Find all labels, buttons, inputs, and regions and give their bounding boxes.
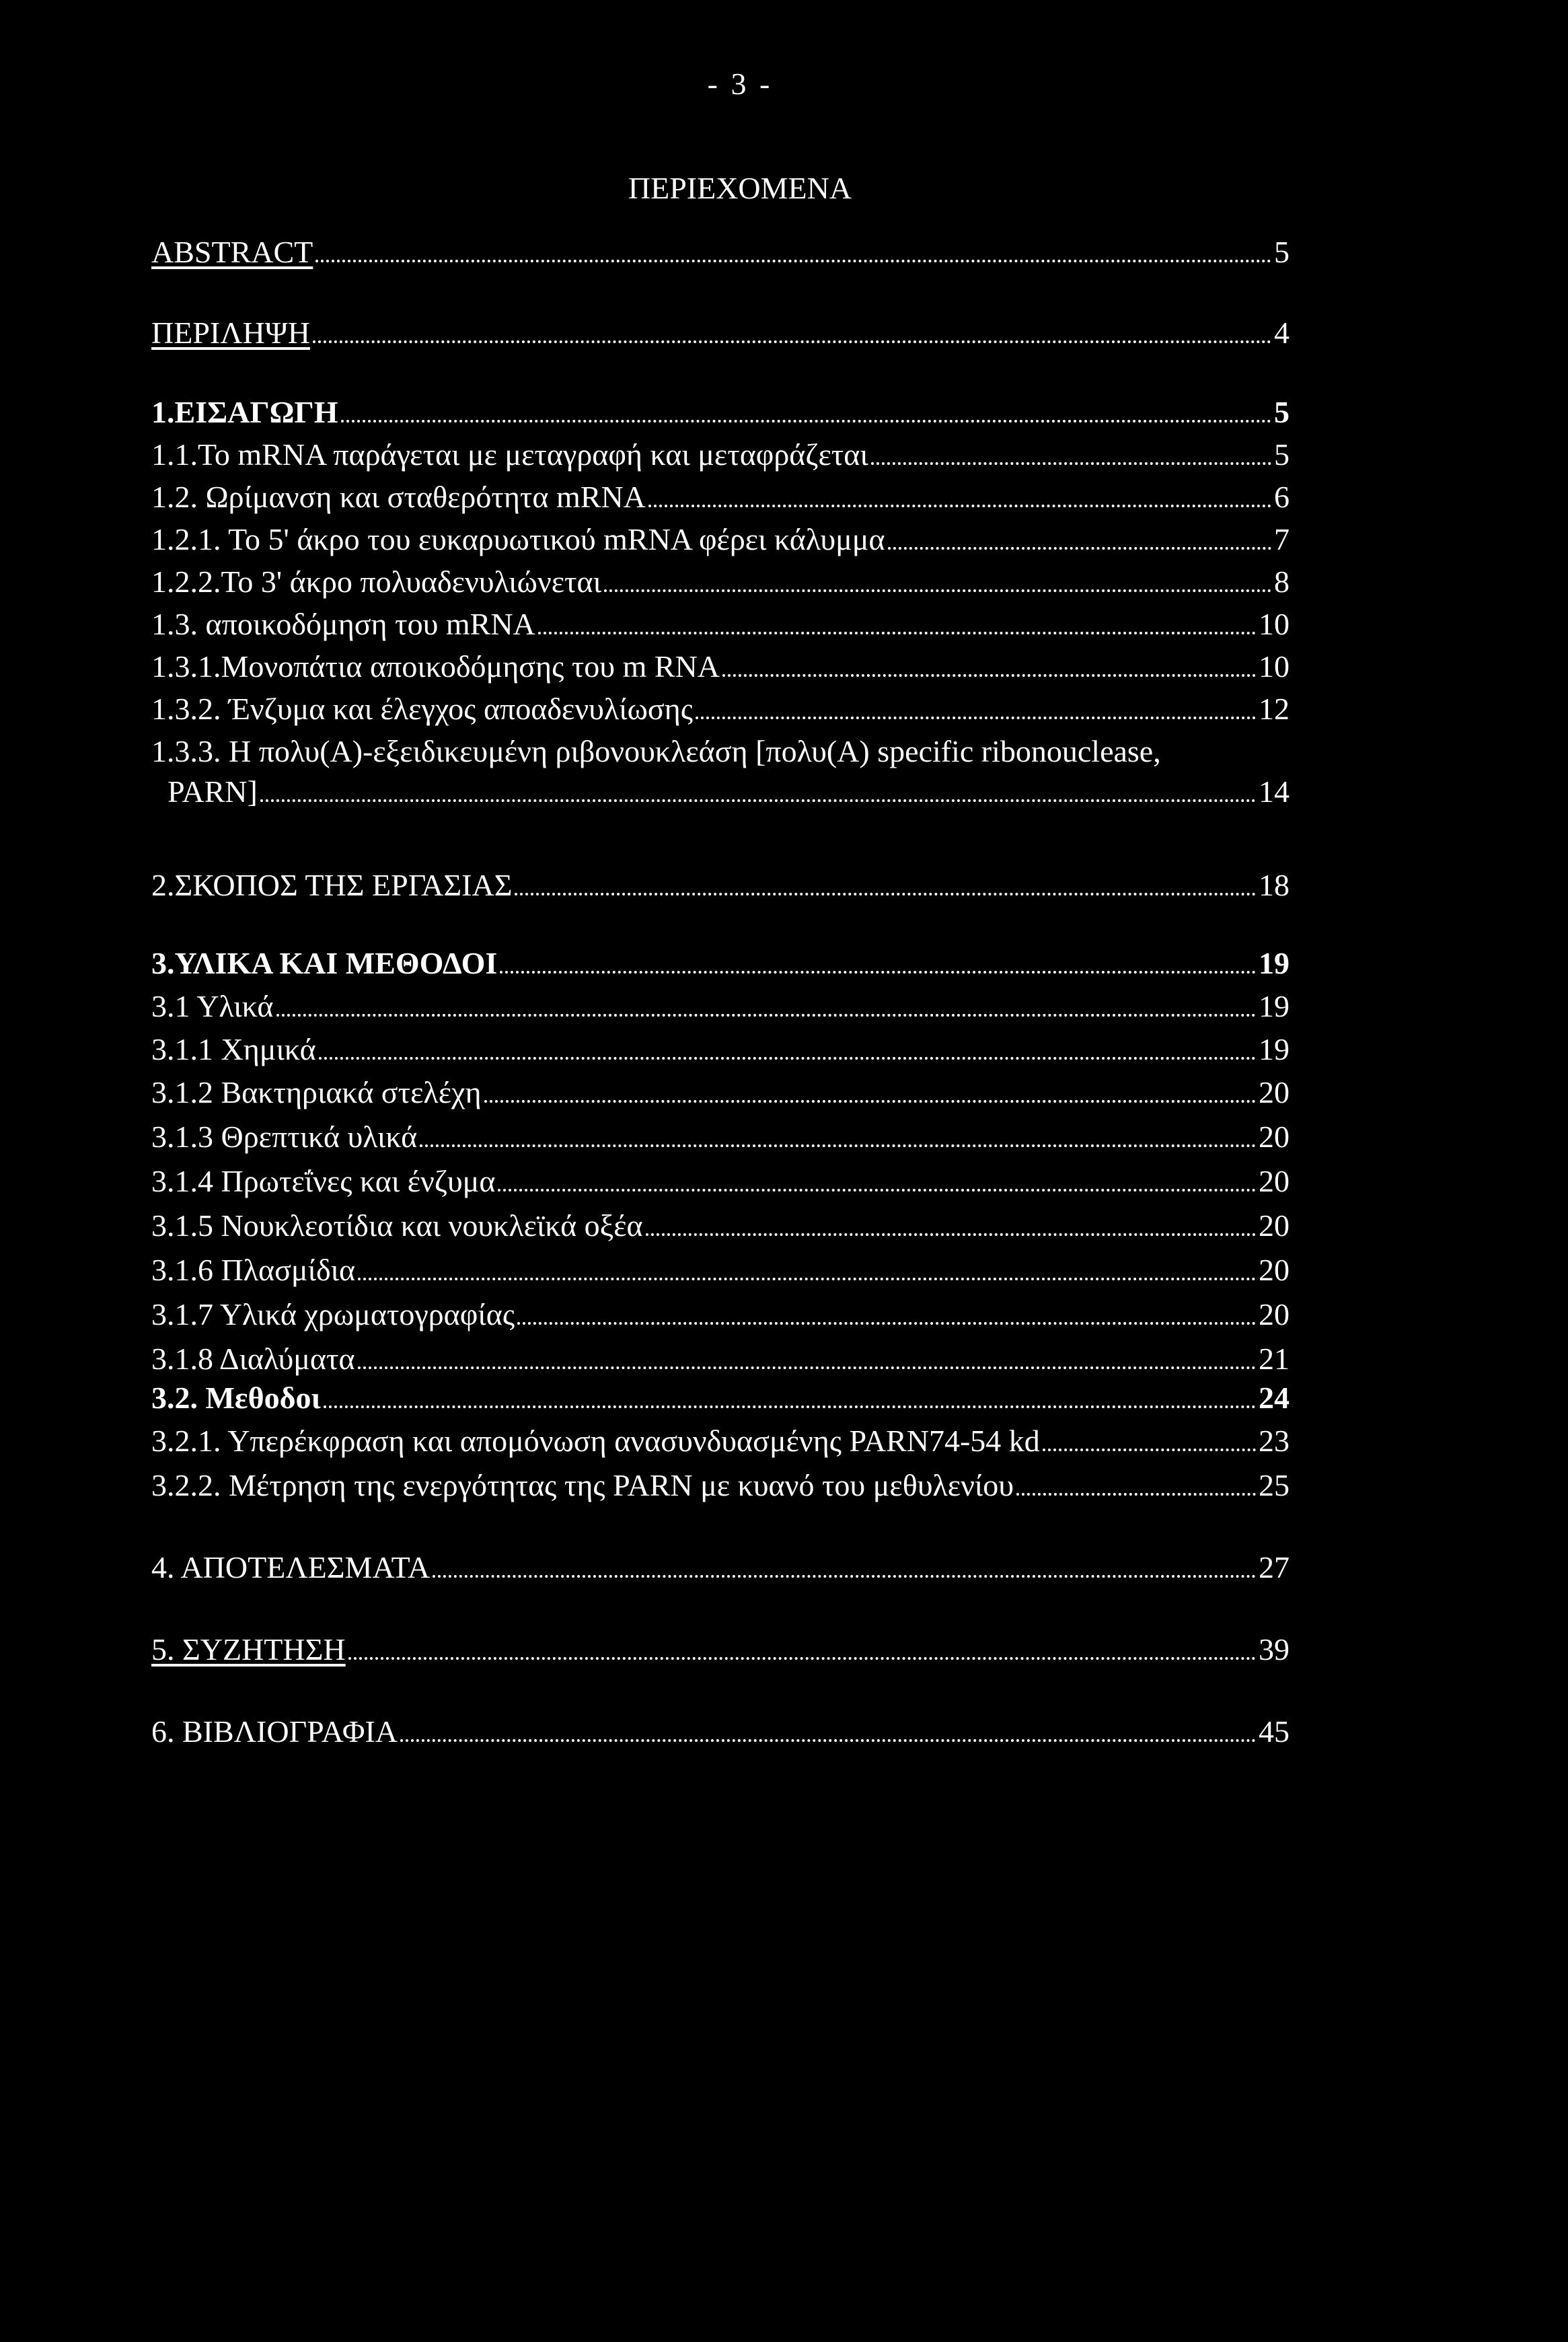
toc-entry-label: 1.2.2.To 3' άκρο πολυαδενυλιώνεται: [151, 564, 602, 599]
toc-entry-page: 20: [1259, 1120, 1290, 1154]
toc-entry-page: 20: [1259, 1253, 1290, 1287]
toc-entry-page: 19: [1259, 1032, 1290, 1066]
toc-entry-label: 1.3.1.Μονοπάτια αποικοδόμησης του m RNA: [151, 649, 720, 684]
dot-leader: [515, 893, 1256, 895]
toc-entry-label: 2.ΣΚΟΠΟΣ ΤΗΣ ΕΡΓΑΣΙΑΣ: [151, 868, 513, 902]
toc-entry-label: 1.2. Ωρίμανση και σταθερότητα mRNA: [151, 480, 646, 514]
toc-entry[interactable]: [151, 647, 1290, 687]
dot-leader: [400, 1739, 1256, 1742]
dot-leader: [358, 1366, 1256, 1369]
toc-entry-label: 3.1.3 Θρεπτικά υλικά: [151, 1120, 418, 1154]
toc-entry[interactable]: [151, 1072, 1290, 1113]
toc-entry-page: 10: [1259, 607, 1290, 641]
toc-entry-bibliography[interactable]: [151, 1712, 1290, 1752]
toc-entry-label: 3.2.1. Υπερέκφραση και απομόνωση ανασυνδυασμένης PARN74-54 kd: [151, 1424, 1040, 1458]
toc-entry-page: 7: [1274, 522, 1290, 556]
dot-leader: [260, 799, 1256, 802]
toc-entry[interactable]: [151, 1206, 1290, 1246]
toc-entry-page: 20: [1259, 1208, 1290, 1243]
dot-leader: [484, 1100, 1256, 1103]
toc-entry-page: 23: [1259, 1424, 1290, 1458]
dot-leader: [696, 717, 1256, 719]
toc-entry-page: 5: [1274, 437, 1290, 472]
toc-entry-discussion[interactable]: [151, 1630, 1290, 1670]
toc-entry[interactable]: [151, 1029, 1290, 1070]
toc-entry-methods[interactable]: [151, 1378, 1290, 1418]
toc-entry-page: 14: [1259, 774, 1290, 809]
toc-entry-label: 3.1.8 Διαλύματα: [151, 1342, 355, 1376]
toc-entry-page: 20: [1259, 1164, 1290, 1198]
toc-entry-page: 20: [1259, 1075, 1290, 1109]
dot-leader: [646, 1233, 1256, 1236]
dot-leader: [648, 505, 1271, 507]
toc-entry-results[interactable]: [151, 1547, 1290, 1588]
toc-entry-label: 3.1.1 Χημικά: [151, 1032, 316, 1066]
toc-entry[interactable]: [151, 562, 1290, 602]
toc-entry[interactable]: [151, 1250, 1290, 1290]
dot-leader: [358, 1278, 1256, 1280]
toc-entry-page: 19: [1259, 989, 1290, 1023]
dot-leader: [498, 1189, 1256, 1192]
page-number: - 3 -: [707, 67, 773, 101]
toc-entry-label: 1.2.1. To 5' άκρο του ευκαρυωτικού mRNA φέρει κάλυμμα: [151, 522, 885, 556]
toc-entry-label: 3.1.2 Βακτηριακά στελέχη: [151, 1075, 482, 1109]
toc-entry-page: 27: [1259, 1550, 1290, 1584]
toc-entry-label: 3.1.5 Νουκλεοτίδια και νουκλεϊκά οξέα: [151, 1208, 643, 1243]
toc-entry-aim[interactable]: [151, 865, 1290, 906]
toc-entry-label: 5. ΣΥΖΗΤΗΣΗ: [151, 1632, 346, 1667]
toc-entry-page: 6: [1274, 480, 1290, 514]
toc-entry-summary[interactable]: [151, 313, 1290, 353]
toc-entry-introduction[interactable]: [151, 392, 1290, 433]
toc-entry-label: 1.3.2. Ένζυμα και έλεγχος αποαδενυλίωσης: [151, 692, 693, 726]
dot-leader: [276, 1014, 1256, 1017]
dot-leader: [348, 1657, 1256, 1660]
toc-entry-page: 18: [1259, 868, 1290, 902]
dot-leader: [420, 1144, 1256, 1147]
toc-entry-label: 1.1.To mRNA παράγεται με μεταγραφή και μεταφράζεται: [151, 437, 868, 472]
dot-leader: [313, 340, 1271, 343]
toc-entry-label: ΠΕΡΙΛΗΨΗ: [151, 316, 310, 350]
toc-entry-label: ABSTRACT: [151, 235, 313, 269]
toc-entry[interactable]: [151, 731, 1290, 812]
toc-entry[interactable]: [151, 1294, 1290, 1335]
toc-entry-label: 1.3.3. Η πολυ(Α)-εξειδικευμένη ριβονουκλεάση [πολυ(Α) specific ribonouclease,: [151, 734, 1161, 768]
toc-entry-page: 12: [1259, 692, 1290, 726]
toc-entry-label: 3.1.4 Πρωτεΐνες και ένζυμα: [151, 1164, 496, 1198]
dot-leader: [871, 462, 1271, 465]
toc-entry[interactable]: [151, 1117, 1290, 1157]
dot-leader: [722, 674, 1256, 677]
toc-entry[interactable]: [151, 689, 1290, 729]
toc-entry-page: 25: [1259, 1468, 1290, 1502]
toc-entry-label: 3.1.7 Υλικά χρωματογραφίας: [151, 1297, 515, 1331]
toc-entry-page: 5: [1274, 395, 1290, 429]
dot-leader: [517, 1322, 1256, 1325]
toc-entry[interactable]: [151, 1339, 1290, 1379]
toc-entry-page: 39: [1259, 1632, 1290, 1667]
dot-leader: [500, 971, 1256, 974]
toc-entry-page: 5: [1274, 235, 1290, 269]
toc-entry-label: 3.1 Υλικά: [151, 989, 274, 1023]
toc-entry-page: 45: [1259, 1714, 1290, 1749]
toc-entry[interactable]: [151, 604, 1290, 645]
dot-leader: [324, 1405, 1256, 1408]
toc-entry[interactable]: [151, 986, 1290, 1027]
dot-leader: [1016, 1493, 1256, 1496]
toc-entry[interactable]: [151, 477, 1290, 517]
toc-entry-abstract[interactable]: [151, 232, 1290, 272]
toc-entry-page: 10: [1259, 649, 1290, 684]
toc-entry-label: 6. ΒΙΒΛΙΟΓΡΑΦΙΑ: [151, 1714, 398, 1749]
toc-entry[interactable]: [151, 519, 1290, 560]
toc-entry[interactable]: [151, 435, 1290, 475]
toc-entry-label: 3.1.6 Πλασμίδια: [151, 1253, 356, 1287]
toc-entry-label: 4. ΑΠΟΤΕΛΕΣΜΑΤΑ: [151, 1550, 431, 1584]
dot-leader: [341, 420, 1271, 423]
toc-entry-label: 1.3. αποικοδόμηση του mRNA: [151, 607, 535, 641]
toc-entry-label-continued: PARN]: [167, 774, 258, 809]
toc-entry-label: 3.2. Μεθοδοι: [151, 1381, 321, 1415]
dot-leader: [433, 1575, 1256, 1578]
toc-entry-page: 4: [1274, 316, 1290, 350]
toc-entry-page: 21: [1259, 1342, 1290, 1376]
toc-entry-page: 19: [1259, 946, 1290, 980]
toc-entry-page: 8: [1274, 564, 1290, 599]
dot-leader: [538, 632, 1256, 634]
toc-entry-label: 1.ΕΙΣΑΓΩΓΗ: [151, 395, 338, 429]
dot-leader: [315, 260, 1271, 262]
toc-entry-page: 20: [1259, 1297, 1290, 1331]
toc-entry-page: 24: [1259, 1381, 1290, 1415]
dot-leader: [1043, 1449, 1256, 1451]
toc-entry[interactable]: [151, 1161, 1290, 1202]
toc-heading: ΠΕΡΙΕΧΟΜΕΝΑ: [628, 171, 852, 205]
toc-entry-materials-methods[interactable]: [151, 943, 1290, 984]
toc-entry-label: 3.2.2. Μέτρηση της ενεργότητας της PARN με κυανό του μεθυλενίου: [151, 1468, 1014, 1502]
toc-entry[interactable]: [151, 1465, 1290, 1506]
dot-leader: [604, 589, 1271, 592]
toc-entry[interactable]: [151, 1421, 1290, 1461]
dot-leader: [319, 1057, 1256, 1060]
toc-entry-label: 3.ΥΛΙΚΑ ΚΑΙ ΜΕΘΟΔΟΙ: [151, 946, 498, 980]
dot-leader: [888, 547, 1271, 550]
